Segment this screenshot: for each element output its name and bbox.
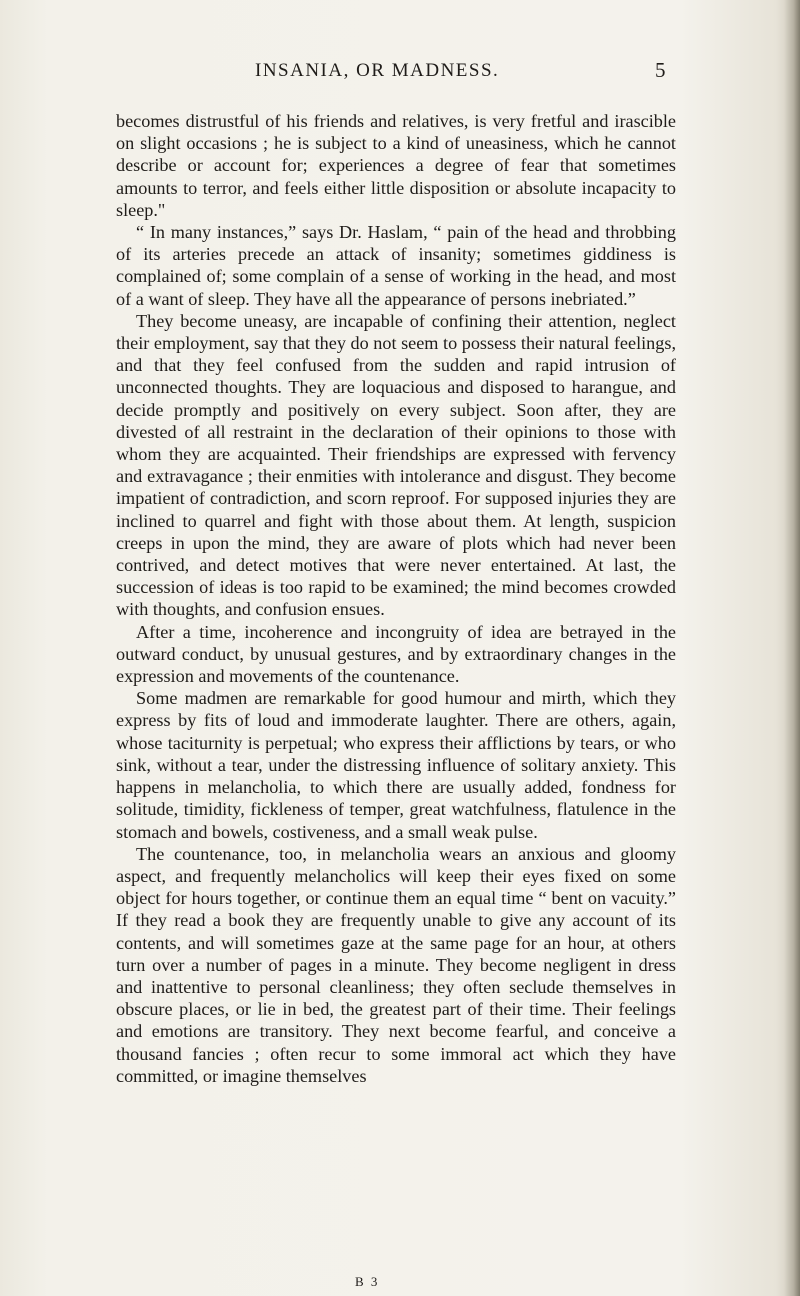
- signature-mark: B 3: [355, 1274, 380, 1289]
- paragraph-countenance: The countenance, too, in melancholia wears an anxious and gloomy aspect, and frequently melancholics will keep their eyes fixed on some object for hours together, or continue them an equal time “ bent on vacuity.” If they read a book they are frequently unable to give any account of its contents, and will sometimes gaze at the same page for an hour, at others turn over a number of pages in a minute. They become negligent in dress and inattentive to personal cleanliness; they often seclude themselves in obscure places, or lie in bed, the greatest part of their time. Their feelings and emotions are transitory. They next become fearful, and conceive a thousand fancies ; often recur to some immoral act which they have committed, or imagine themselves: [116, 843, 676, 1086]
- page-edge-shadow: [784, 0, 800, 1296]
- paragraph-haslam-quote: “ In many instances,” says Dr. Haslam, “ pain of the head and throbbing of its arteries precede an attack of insanity; sometimes giddiness is complained of; some complain of a sense of working in the head, and most of a want of sleep. They have all the appearance of persons inebriated.”: [116, 222, 676, 309]
- body-text: [116, 110, 676, 1087]
- page-number: 5: [655, 58, 666, 82]
- paragraph-continuation: becomes distrustful of his friends and relatives, is very fretful and irascible on slight occasions ; he is subject to a kind of uneasiness, which he cannot describe or account for; experiences a degree of fear that sometimes amounts to terror, and feels either little disposition or absolute incapacity to sleep.": [116, 111, 676, 220]
- running-header: [0, 60, 800, 90]
- paragraph-incoherence: After a time, incoherence and incongruity of idea are betrayed in the outward conduct, by unusual gestures, and by extraordinary changes in the expression and movements of the countenance.: [116, 621, 676, 687]
- paragraph-madmen: Some madmen are remarkable for good humour and mirth, which they express by fits of loud and immoderate laughter. There are others, again, whose taciturnity is perpetual; who express their afflictions by tears, or who sink, without a tear, under the distressing influence of solitary anxiety. This happens in melancholia, to which there are usually added, fondness for solitude, timidity, fickleness of temper, great watchfulness, flatulence in the stomach and bowels, costiveness, and a small weak pulse.: [116, 688, 676, 842]
- running-title: INSANIA, OR MADNESS.: [255, 60, 500, 81]
- paragraph-uneasy: They become uneasy, are incapable of confining their attention, neglect their employment, say that they do not seem to possess their natural feelings, and that they feel confused from the sudden and rapid intrusion of unconnected thoughts. They are loquacious and disposed to harangue, and decide promptly and positively on every subject. Soon after, they are divested of all restraint in the declaration of their opinions to those with whom they are acquainted. Their friendships are expressed with fervency and extravagance ; their enmities with intolerance and disgust. They become impatient of contradiction, and scorn reproof. For supposed injuries they are inclined to quarrel and fight with those about them. At length, suspicion creeps in upon the mind, they are aware of plots which had never been contrived, and detect motives that were never entertained. At last, the succession of ideas is too rapid to be examined; the mind becomes crowded with thoughts, and confusion ensues.: [116, 310, 676, 620]
